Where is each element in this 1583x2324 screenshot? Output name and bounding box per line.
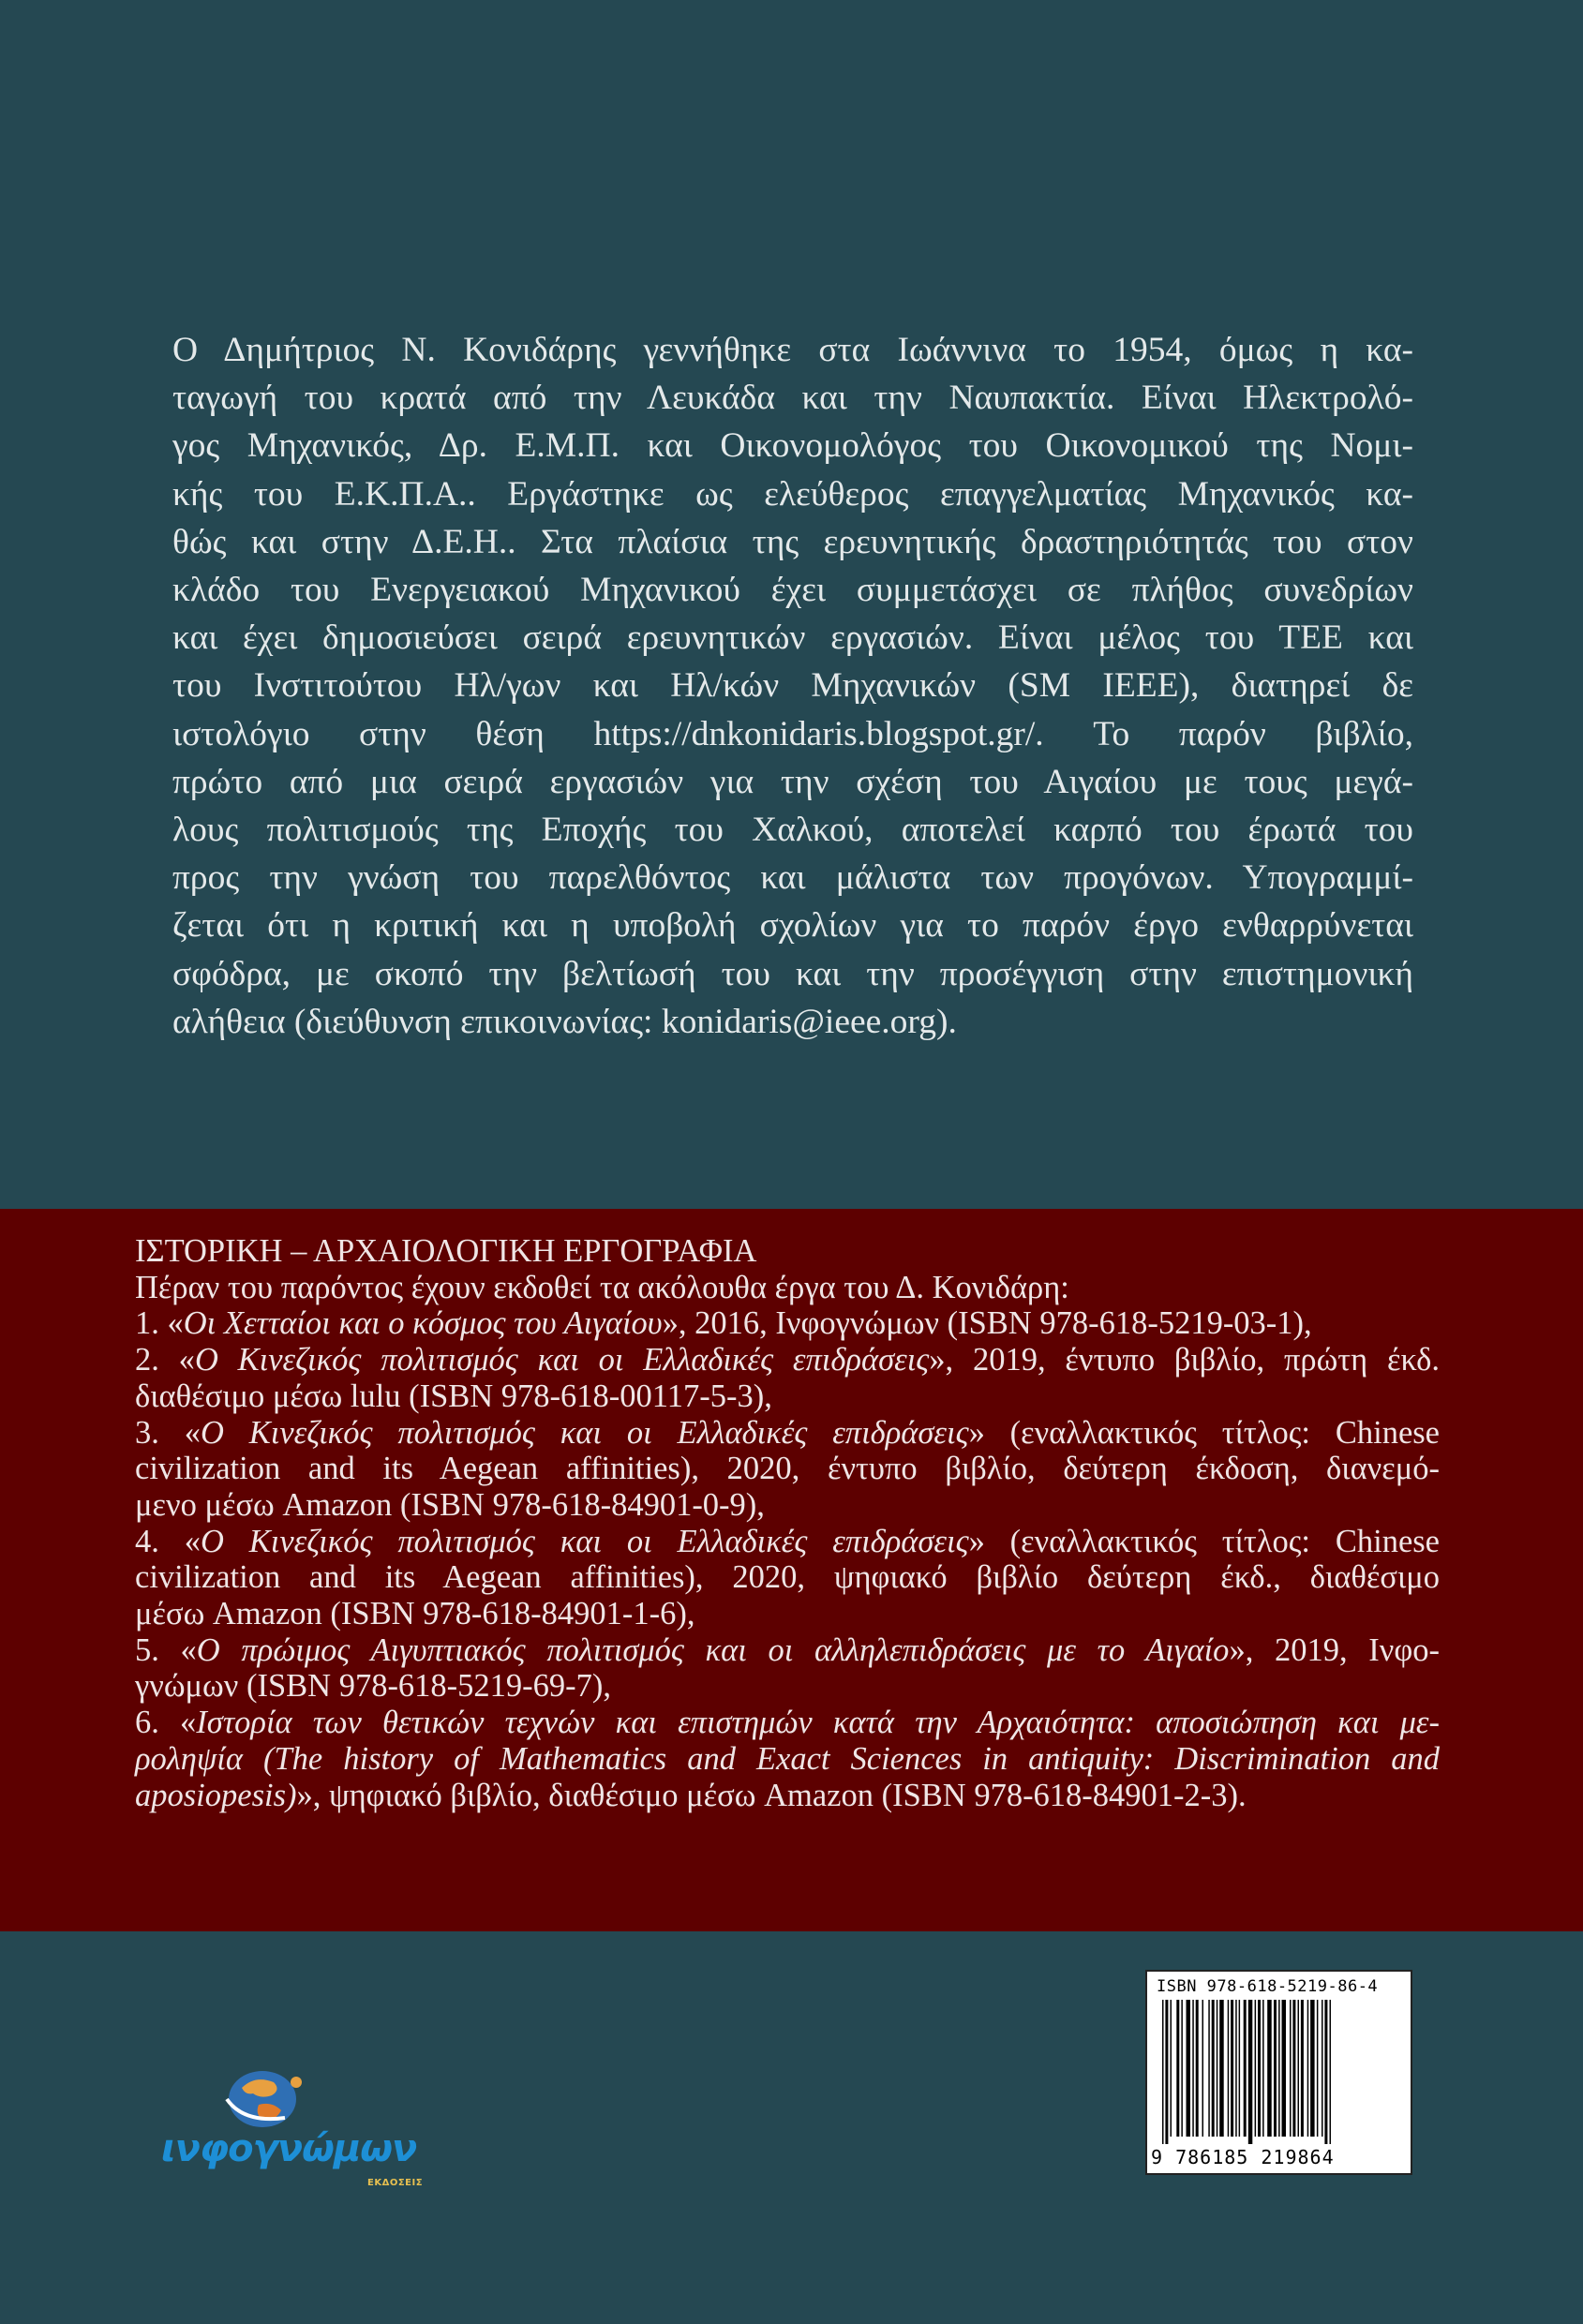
work-text: » (εναλλακτικός τίτλος: Chinese: [968, 1523, 1440, 1559]
work-line: [135, 1378, 1440, 1415]
work-title: Οι Χετταίοι και ο κόσμος του Αιγαίου: [183, 1305, 663, 1342]
work-line: [135, 1342, 1440, 1378]
work-title: ροληψία (The history of Mathematics and Exact Sciences in antiquity: Discrimination and: [135, 1740, 1440, 1777]
work-text: γνώμων (ISBN 978-618-5219-69-7),: [135, 1668, 612, 1705]
barcode-bar: [1212, 2000, 1215, 2137]
bio-line: σφόδρα, με σκοπό την βελτίωσή του και την προσέγγιση στην επιστημονική: [172, 954, 1413, 993]
barcode-bar: [1244, 2000, 1247, 2137]
barcode-bar: [1324, 2000, 1327, 2144]
work-line: [135, 1305, 1440, 1342]
publisher-logo: [159, 2062, 441, 2212]
author-biography: [172, 326, 1413, 1046]
bio-line: ιστολόγιο στην θέση https://dnkonidaris.blogspot.gr/. Το παρόν βιβλίο,: [172, 714, 1413, 753]
barcode-bar: [1187, 2000, 1191, 2137]
bio-line: κής του Ε.Κ.Π.Α.. Εργάστηκε ως ελεύθερος επαγγελματίας Μηχανικός κα-: [172, 474, 1413, 514]
work-text: », 2016, Ινφογνώμων (ISBN 978-618-5219-03-1),: [662, 1305, 1312, 1342]
bio-line: αλήθεια (διεύθυνση επικοινωνίας: konidaris@ieee.org).: [172, 1002, 957, 1041]
work-text: » (εναλλακτικός τίτλος: Chinese: [968, 1414, 1440, 1451]
barcode-bar: [1165, 2000, 1168, 2144]
work-item: [135, 1305, 1440, 1342]
barcode-bar: [1262, 2000, 1264, 2137]
barcode-bar: [1278, 2000, 1280, 2137]
bio-line: και έχει δημοσιεύσει σειρά ερευνητικών εργασιών. Είναι μέλος του ΤΕΕ και: [172, 618, 1413, 658]
work-line: [135, 1415, 1440, 1452]
work-text: », 2019, έντυπο βιβλίο, πρώτη έκδ.: [929, 1342, 1441, 1378]
barcode-icon: [1158, 2000, 1400, 2144]
barcode-bar: [1196, 2000, 1199, 2137]
work-title: Ο Κινεζικός πολιτισμός και οι Ελλαδικές επιδράσεις: [200, 1523, 969, 1559]
barcode-bar: [1219, 2000, 1224, 2137]
barcode-bar: [1290, 2000, 1292, 2137]
bio-line: ζεται ότι η κριτική και η υποβολή σχολίων για το παρόν έργο ενθαρρύνεται: [172, 906, 1413, 946]
publisher-sub: ΕΚΔΟΣΕΙΣ: [367, 2178, 424, 2188]
bio-line: προς την γνώση του παρελθόντος και μάλιστα των προγόνων. Υπογραμμί-: [172, 858, 1413, 898]
work-line: [135, 1741, 1440, 1778]
work-text: 5. «: [135, 1631, 197, 1668]
work-text: », 2019, Ινφο-: [1229, 1631, 1440, 1668]
barcode-bar: [1317, 2000, 1319, 2137]
barcode-bar: [1292, 2000, 1295, 2137]
barcode-bar: [1208, 2000, 1210, 2137]
barcode-bar: [1162, 2000, 1164, 2144]
work-text: 3. «: [135, 1414, 201, 1451]
work-text: civilization and its Aegean affinities), 2020, ψηφιακό βιβλίο δεύτερη έκδ., διαθέσιμο: [135, 1559, 1440, 1596]
work-line: [135, 1451, 1440, 1487]
isbn-text: ISBN 978-618-5219-86-4: [1157, 1977, 1379, 1996]
bibliography: [135, 1233, 1440, 1813]
work-text: διαθέσιμο μέσω lulu (ISBN 978-618-00117-5-3),: [135, 1378, 772, 1414]
bio-line: Ο Δημήτριος Ν. Κονιδάρης γεννήθηκε στα Ιωάννινα το 1954, όμως η κα-: [172, 331, 1413, 369]
barcode-bar: [1298, 2000, 1300, 2137]
work-title: Ο Κινεζικός πολιτισμός και οι Ελλαδικές επιδράσεις: [200, 1414, 969, 1451]
work-line: [135, 1487, 1440, 1524]
barcode-bar: [1228, 2000, 1230, 2137]
work-line: [135, 1559, 1440, 1596]
barcode-bar: [1330, 2000, 1332, 2144]
barcode-bar: [1307, 2000, 1309, 2137]
work-title: aposiopesis): [135, 1777, 297, 1813]
work-text: 6. «: [135, 1705, 197, 1741]
work-text: μενο μέσω Amazon (ISBN 978-618-84901-0-9),: [135, 1486, 765, 1523]
work-line: [135, 1668, 1440, 1705]
bibliography-intro: Πέραν του παρόντος έχουν εκδοθεί τα ακόλουθα έργα του Δ. Κονιδάρη:: [135, 1269, 1069, 1305]
ean-digits: 9 786185 219864: [1151, 2146, 1335, 2168]
barcode-bar: [1310, 2000, 1315, 2137]
barcode-bar: [1202, 2000, 1204, 2137]
bio-line: του Ινστιτούτου Ηλ/γων και Ηλ/κών Μηχανικών (SM IEEE), διατηρεί δε: [172, 666, 1413, 706]
bio-line: θώς και στην Δ.Ε.Η.. Στα πλαίσια της ερευνητικής δραστηριότητάς του στον: [172, 522, 1413, 561]
work-title: Ο πρώιμος Αιγυπτιακός πολιτισμός και οι αλληλεπιδράσεις με το Αιγαίο: [196, 1631, 1230, 1668]
bio-line: κλάδο του Ενεργειακού Μηχανικού έχει συμμετάσχει σε πλήθος συνεδρίων: [172, 571, 1413, 610]
barcode-bar: [1181, 2000, 1183, 2137]
work-text: μέσω Amazon (ISBN 978-618-84901-1-6),: [135, 1596, 695, 1632]
barcode-bar: [1255, 2000, 1257, 2137]
barcode-bar: [1176, 2000, 1179, 2137]
work-item: [135, 1632, 1440, 1705]
work-line: [135, 1524, 1440, 1560]
barcode-bar: [1282, 2000, 1287, 2137]
barcode-label: [1145, 1970, 1412, 2175]
work-text: 1. «: [135, 1305, 184, 1342]
work-text: », ψηφιακό βιβλίο, διαθέσιμο μέσω Amazon (ISBN 978-618-84901-2-3).: [296, 1777, 1247, 1813]
bio-line: ταγωγή του κρατά από την Λευκάδα και την Ναυπακτία. Είναι Ηλεκτρολό-: [172, 379, 1413, 418]
publisher-name: ινφογνώμων: [161, 2127, 417, 2170]
barcode-bar: [1171, 2000, 1172, 2137]
work-text: civilization and its Aegean affinities), 2020, έντυπο βιβλίο, δεύτερη έκδοση, διανεμό-: [135, 1451, 1440, 1487]
work-text: 2. «: [135, 1342, 195, 1378]
work-item: [135, 1705, 1440, 1813]
barcode-bar: [1239, 2000, 1241, 2137]
barcode-bar: [1258, 2000, 1261, 2137]
work-line: [135, 1632, 1440, 1669]
globe-icon: [206, 2062, 319, 2137]
works-list: [135, 1305, 1440, 1813]
barcode-bar: [1322, 2000, 1323, 2137]
work-item: [135, 1524, 1440, 1632]
barcode-bar: [1248, 2000, 1253, 2144]
barcode-bar: [1301, 2000, 1304, 2137]
work-item: [135, 1342, 1440, 1414]
barcode-bar: [1267, 2000, 1272, 2137]
bio-line: πρώτο από μια σειρά εργασιών για την σχέση του Αιγαίου με τους μεγά-: [172, 762, 1413, 801]
work-line: [135, 1596, 1440, 1632]
bibliography-heading: ΙΣΤΟΡΙΚΗ – ΑΡΧΑΙΟΛΟΓΙΚΗ ΕΡΓΟΓΡΑΦΙΑ: [135, 1233, 757, 1269]
work-title: Ο Κινεζικός πολιτισμός και οι Ελλαδικές επιδράσεις: [194, 1342, 930, 1378]
bio-line: γος Μηχανικός, Δρ. Ε.Μ.Π. και Οικονομολόγος του Οικονομικού της Νομι-: [172, 426, 1413, 466]
barcode-bar: [1274, 2000, 1277, 2137]
work-line: [135, 1778, 1440, 1814]
barcode-bar: [1231, 2000, 1233, 2137]
work-item: [135, 1415, 1440, 1524]
work-title: Ιστορία των θετικών τεχνών και επιστημών κατά την Αρχαιότητα: αποσιώπηση και με-: [196, 1705, 1440, 1741]
work-text: 4. «: [135, 1523, 201, 1559]
bio-line: λους πολιτισμούς της Εποχής του Χαλκού, αποτελεί καρπό του έρωτά του: [172, 811, 1413, 850]
barcode-bar: [1192, 2000, 1194, 2137]
work-line: [135, 1705, 1440, 1741]
barcode-bar: [1217, 2000, 1218, 2137]
barcode-bar: [1235, 2000, 1237, 2137]
